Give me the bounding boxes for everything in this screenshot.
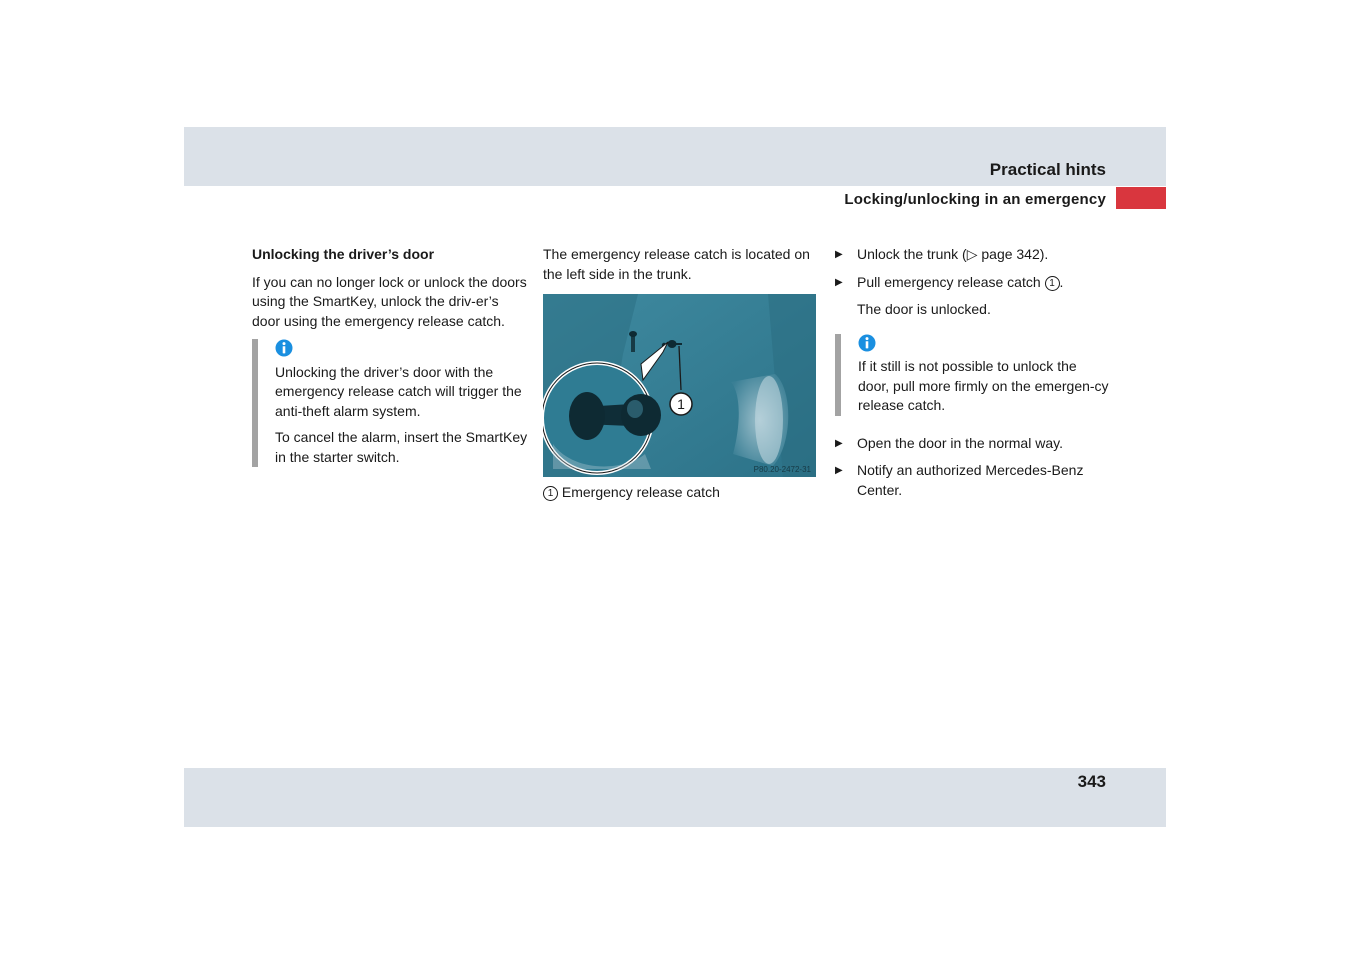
info-icon (858, 334, 876, 352)
info-note (835, 334, 1110, 416)
instruction-step (835, 245, 1110, 265)
bullet-arrow-icon: ▶ (835, 249, 843, 260)
step-suffix: . (1059, 273, 1064, 290)
location-paragraph: The emergency release catch is located on the left side in the trunk. (543, 246, 810, 282)
bullet-arrow-icon: ▶ (835, 276, 843, 288)
section-title: Practical hints (989, 160, 1106, 179)
subheading-unlocking-drivers-door: Unlocking the driver’s door (252, 246, 435, 262)
figure-code: P80.20-2472-31 (753, 465, 811, 474)
column-middle (543, 245, 817, 511)
bullet-arrow-icon: ▶ (835, 465, 843, 476)
figure-caption (543, 483, 817, 503)
instruction-step (835, 461, 1110, 500)
section-subtitle: Locking/unlocking in an emergency (844, 191, 1106, 208)
column-right (835, 245, 1110, 508)
figure-caption-text: Emergency release catch (561, 484, 720, 500)
info-icon (275, 339, 293, 357)
info-note (252, 339, 530, 467)
column-left (252, 245, 530, 475)
footer-band (184, 768, 1166, 827)
callout-number-badge: 1 (1045, 276, 1060, 291)
step-text: Notify an authorized Mercedes-Benz Center. (857, 462, 1084, 498)
page-number: 343 (1077, 772, 1106, 791)
bullet-arrow-icon: ▶ (835, 437, 843, 449)
step-text: Unlock the trunk (▷ page 342). (857, 246, 1049, 262)
instruction-step (835, 273, 1110, 293)
intro-paragraph: If you can no longer lock or unlock the doors using the SmartKey, unlock the driv-er’s door using the emergency release catch. (252, 273, 527, 329)
info-paragraph: To cancel the alarm, insert the SmartKey in the starter switch. (275, 429, 528, 465)
step-text: Pull emergency release catch (857, 273, 1041, 290)
trunk-release-catch-illustration (543, 294, 816, 477)
figure-callout-number: 1 (677, 396, 685, 412)
callout-number-badge: 1 (543, 486, 558, 501)
instruction-step (835, 434, 1110, 454)
section-tab-marker (1116, 187, 1166, 209)
step-result: The door is unlocked. (857, 301, 991, 317)
info-paragraph: If it still is not possible to unlock the door, pull more firmly on the emergen-cy release catch. (858, 358, 1109, 413)
step-text: Open the door in the normal way. (857, 434, 1063, 451)
info-paragraph: Unlocking the driver’s door with the emergency release catch will trigger the anti-theft alarm system. (275, 363, 522, 419)
